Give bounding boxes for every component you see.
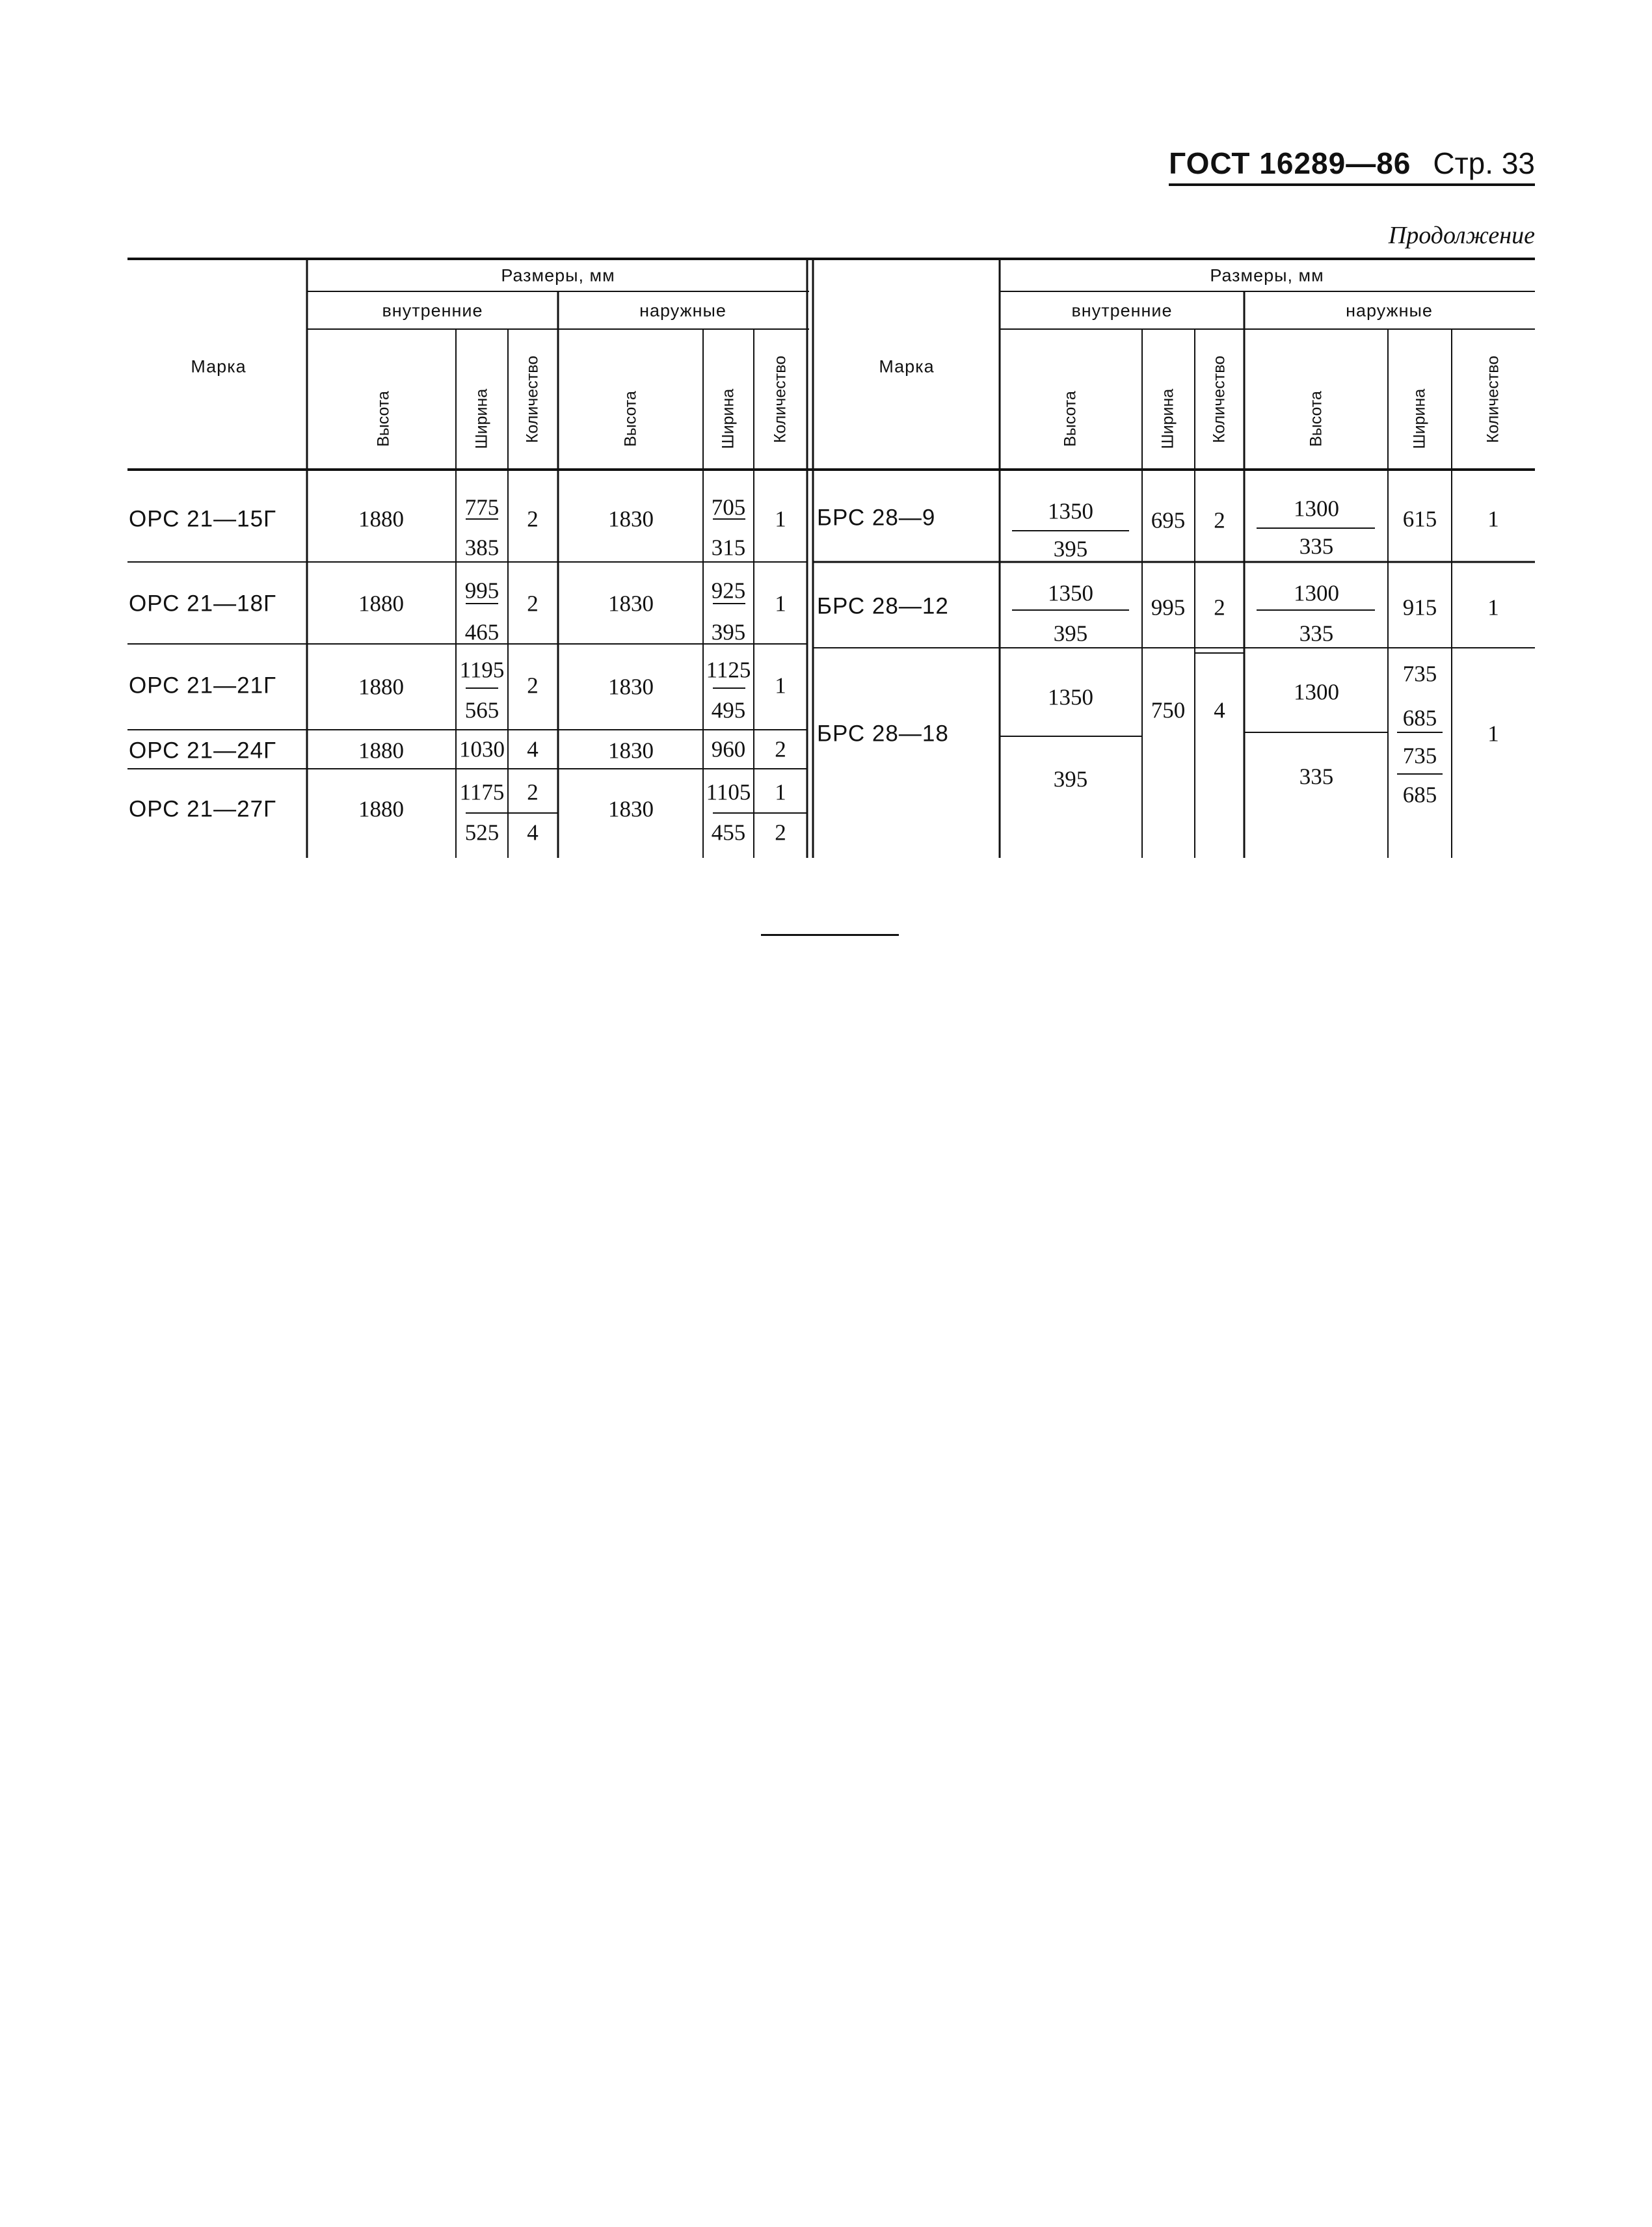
inner-qty: 2 [527,506,539,532]
col-outer-width-right: Ширина [1410,388,1429,449]
outer-height: 1830 [608,591,654,617]
page-number: Стр. 33 [1433,146,1535,180]
page-header [1169,148,1535,186]
inner-width: 750 [1151,697,1186,723]
col-outer-qty-left: Количество [771,355,790,444]
inner-width-bottom: 465 [464,619,500,645]
outer-width-top: 925 [711,578,746,604]
inner-qty-bottom: 4 [527,820,539,846]
inner-height: 1880 [358,506,404,532]
outer-width-4: 685 [1402,782,1437,808]
col-inner-left: внутренние [382,300,483,321]
outer-width-top: 1105 [706,779,751,805]
inner-width: 995 [1151,594,1186,620]
inner-qty-top: 2 [527,779,539,805]
continuation-label: Продолжение [1388,222,1535,249]
outer-qty: 1 [1487,594,1499,620]
outer-width: 615 [1402,506,1437,532]
outer-width-top: 705 [711,494,746,520]
outer-height: 1830 [608,738,654,764]
outer-width-top: 1125 [706,657,751,683]
inner-qty: 2 [527,591,539,617]
outer-width-bottom: 395 [711,619,746,645]
inner-qty: 4 [527,736,539,762]
standard-number: ГОСТ 16289—86 [1169,146,1411,180]
col-inner-width-left: Ширина [472,388,491,449]
outer-qty: 1 [775,591,786,617]
inner-qty: 2 [1214,594,1225,620]
inner-height-top: 1350 [1048,498,1093,524]
inner-height: 1880 [358,796,404,822]
outer-height-bottom: 335 [1299,533,1334,559]
col-inner-height-left: Высота [374,391,393,447]
outer-width-bottom: 495 [711,697,746,723]
outer-qty: 1 [1487,506,1499,532]
col-mark-right: Марка [879,356,935,377]
outer-width-3: 735 [1402,743,1437,769]
inner-height: 1880 [358,591,404,617]
row-mark: БРС 28—18 [817,721,949,747]
outer-qty: 2 [775,736,786,762]
outer-height: 1830 [608,674,654,700]
col-outer-height-right: Высота [1307,391,1326,447]
row-mark: ОРС 21—24Г [129,738,276,764]
outer-qty-bottom: 2 [775,820,786,846]
col-outer-left: наружные [639,300,726,321]
inner-width: 1030 [459,736,505,762]
inner-qty: 2 [527,673,539,699]
row-mark: ОРС 21—18Г [129,591,276,617]
outer-height-top: 1300 [1294,496,1339,522]
outer-height-bottom: 335 [1299,620,1334,647]
outer-height: 1830 [608,796,654,822]
col-mark-left: Марка [191,356,246,377]
inner-height-bottom: 395 [1053,766,1088,792]
inner-height-top: 1350 [1048,580,1093,606]
outer-qty: 1 [775,673,786,699]
row-mark: ОРС 21—27Г [129,796,276,822]
outer-width-1: 735 [1402,661,1437,687]
col-inner-right: внутренние [1071,300,1173,321]
outer-width: 960 [711,736,746,762]
inner-qty: 4 [1214,697,1225,723]
outer-width-2: 685 [1402,705,1437,731]
inner-width-bottom: 525 [464,820,500,846]
inner-height-bottom: 395 [1053,536,1088,562]
col-inner-width-right: Ширина [1158,388,1177,449]
col-outer-height-left: Высота [621,391,640,447]
col-outer-right: наружные [1346,300,1433,321]
inner-width-top: 1195 [459,657,505,683]
outer-height-top: 1300 [1294,580,1339,606]
row-mark: ОРС 21—21Г [129,673,276,699]
row-mark: ОРС 21—15Г [129,506,276,532]
inner-width: 695 [1151,507,1186,533]
col-sizes-left: Размеры, мм [501,265,615,286]
outer-width-bottom: 315 [711,535,746,561]
col-inner-qty-right: Количество [1210,355,1229,444]
inner-width-top: 995 [464,578,500,604]
outer-qty-top: 1 [775,779,786,805]
outer-height-top: 1300 [1294,679,1339,705]
dimensions-table [127,256,1535,858]
outer-width: 915 [1402,594,1437,620]
row-mark: БРС 28—9 [817,505,936,531]
col-inner-height-right: Высота [1061,391,1080,447]
outer-qty: 1 [775,506,786,532]
inner-width-bottom: 385 [464,535,500,561]
inner-height: 1880 [358,738,404,764]
row-mark: БРС 28—12 [817,593,949,619]
outer-height: 1830 [608,506,654,532]
inner-width-top: 775 [464,494,500,520]
inner-qty: 2 [1214,507,1225,533]
inner-width-bottom: 565 [464,697,500,723]
col-outer-width-left: Ширина [719,388,738,449]
outer-qty: 1 [1487,721,1499,747]
col-inner-qty-left: Количество [523,355,542,444]
inner-height-bottom: 395 [1053,620,1088,647]
outer-width-bottom: 455 [711,820,746,846]
outer-height-bottom: 335 [1299,764,1334,790]
inner-height: 1880 [358,674,404,700]
end-rule [761,934,899,936]
col-sizes-right: Размеры, мм [1210,265,1324,286]
col-outer-qty-right: Количество [1484,355,1502,444]
inner-height-top: 1350 [1048,684,1093,710]
inner-width-top: 1175 [459,779,505,805]
